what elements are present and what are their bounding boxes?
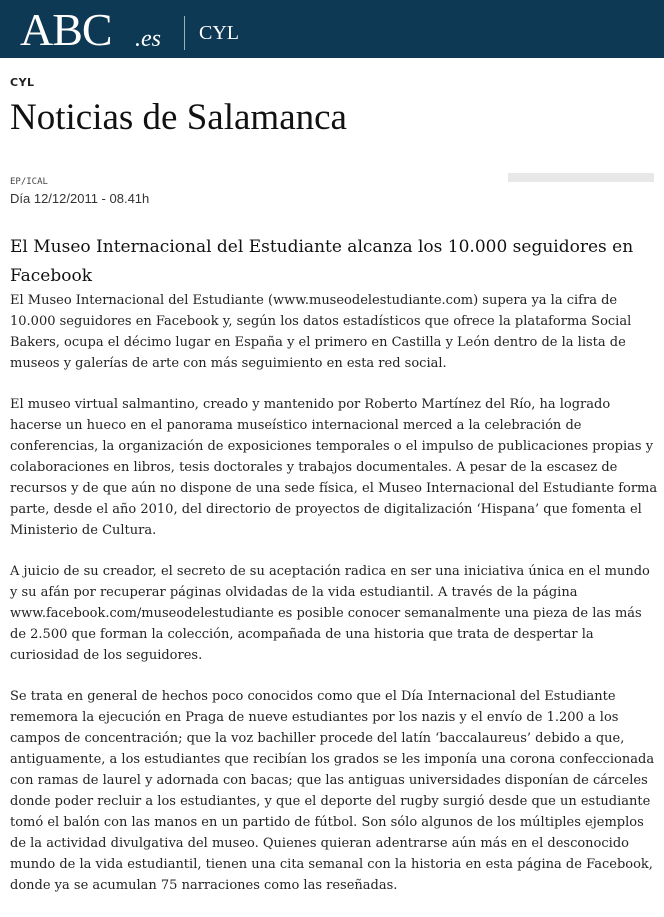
page-title: Noticias de Salamanca <box>10 97 347 138</box>
article-date: Día 12/12/2011 - 08.41h <box>10 191 150 206</box>
toolbar-strip <box>508 173 654 182</box>
article-paragraph: A juicio de su creador, el secreto de su aceptación radica en ser una iniciativa única en el mundo y su afán por recuperar páginas olvidadas de la vida estudiantil. A través de la página www.facebook.com/museodelestudiante es posible conocer semanalmente una pieza de las más de 2.500 que forman la colección, acompañada de una historia que trata de despertar la curiosidad de los seguidores. <box>10 564 650 663</box>
article-paragraph: El museo virtual salmantino, creado y mantenido por Roberto Martínez del Río, ha logrado hacerse un hueco en el panorama museístico internacional merced a la celebración de conferencias, la organización de exposiciones temporales o el impulso de publicaciones propias y colaboraciones en libros, tesis doctorales y trabajos documentales. A pesar de la escasez de recursos y de que aún no dispone de una sede física, el Museo Internacional del Estudiante forma parte, desde el año 2010, del directorio de proyectos de digitalización ‘Hispana’ que fomenta el Ministerio de Cultura. <box>10 397 658 538</box>
article-source: EP/ICAL <box>10 177 48 187</box>
section-kicker[interactable]: CYL <box>10 76 35 89</box>
article-paragraph: El Museo Internacional del Estudiante (www.museodelestudiante.com) supera ya la cifra de 10.000 seguidores en Facebook y, según los datos estadísticos que ofrece la plataforma Social Bakers, ocupa el décimo lugar en España y el primero en Castilla y León dentro de la lista de museos y galerías de arte con más seguimiento en esta red social. <box>10 293 632 371</box>
header-divider <box>184 16 185 50</box>
article-headline: El Museo Internacional del Estudiante alcanza los 10.000 seguidores en Facebook <box>10 237 634 286</box>
abc-logo[interactable]: ABC <box>20 4 112 55</box>
article-body <box>10 290 658 916</box>
article-paragraph: Se trata en general de hechos poco conocidos como que el Día Internacional del Estudiante rememora la ejecución en Praga de nueve estudiantes por los nazis y el envío de 1.200 a los campos de concentración; que la voz bachiller procede del latín ‘baccalaureus’ debido a que, antiguamente, a los estudiantes que recibían los grados se les imponía una corona confeccionada con ramas de laurel y adornada con bacas; que las antiguas universidades disponían de cárceles donde poder recluir a los estudiantes, y que el deporte del rugby surgió desde que un estudiante tomó el balón con las manos en un partido de fútbol. Son sólo algunos de los múltiples ejemplos de la actividad divulgativa del museo. Quienes quieran adentrarse aún más en el desconocido mundo de la vida estudiantil, tienen una cita semanal con la historia en esta página de Facebook, donde ya se acumulan 75 narraciones como las reseñadas. <box>10 689 655 893</box>
section-link-cyl[interactable]: CYL <box>199 22 239 44</box>
site-header <box>0 0 664 58</box>
abc-logo-suffix[interactable]: .es <box>135 26 161 52</box>
